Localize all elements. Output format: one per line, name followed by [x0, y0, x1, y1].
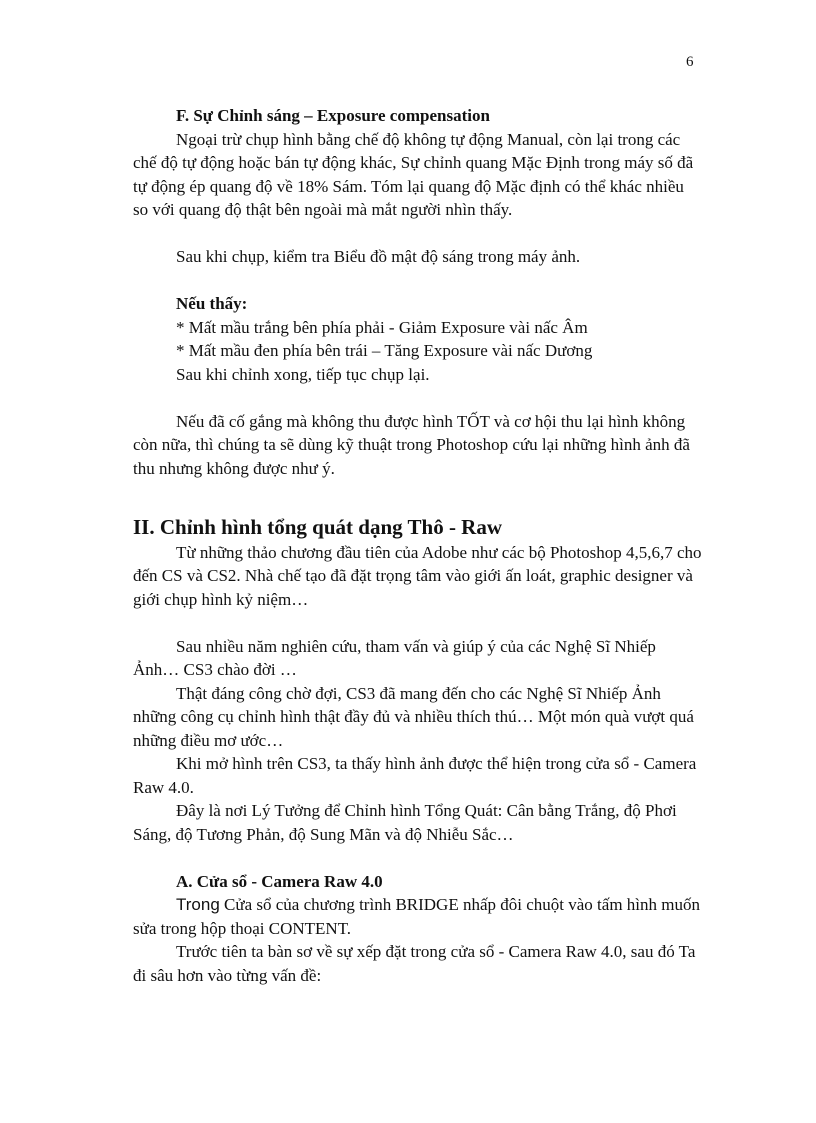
section-f-if-label: Nếu thấy: — [176, 294, 248, 313]
spacer — [133, 222, 703, 246]
section-ii-para-3: Thật đáng công chờ đợi, CS3 đã mang đến cho các Nghệ Sĩ Nhiếp Ảnh những công cụ chỉnh hình thật đầy đủ và nhiều thích thú… Một món quà vượt quá những điều mơ ước… — [133, 683, 694, 750]
page-number: 6 — [686, 54, 694, 70]
spacer — [133, 846, 703, 870]
section-f-check: Sau khi chụp, kiểm tra Biểu đồ mật độ sáng trong máy ảnh. — [176, 247, 581, 266]
section-ii-para-1: Từ những thảo chương đầu tiên của Adobe như các bộ Photoshop 4,5,6,7 cho đến CS và CS2. Nhà chế tạo đã đặt trọng tâm vào giới ấn loát, graphic designer và giới chụp hình kỷ niệm… — [133, 542, 702, 609]
spacer — [133, 269, 703, 293]
section-ii-heading: II. Chỉnh hình tổng quát dạng Thô - Raw — [133, 514, 503, 539]
section-a-para-1-rest: Cửa sổ của chương trình BRIDGE nhấp đôi chuột vào tấm hình muốn sửa trong hộp thoại CONTENT. — [133, 895, 700, 938]
spacer — [133, 611, 703, 635]
section-a-para-1 — [133, 893, 703, 940]
section-ii-para-2: Sau nhiều năm nghiên cứu, tham vấn và giúp ý của các Nghệ Sĩ Nhiếp Ảnh… CS3 chào đời … — [133, 636, 656, 679]
section-f-intro: Ngoại trừ chụp hình bằng chế độ không tự động Manual, còn lại trong các chế độ tự động hoặc bán tự động khác, Sự chỉnh quang Mặc Định trong máy số đã tự động ép quang độ về 18% Sám. Tóm lại quang độ Mặc định có thể khác nhiều so với quang độ thật bên ngoài mà mắt người nhìn thấy. — [133, 129, 694, 219]
section-a-lead-word: Trong — [176, 895, 220, 914]
section-f-after: Sau khi chỉnh xong, tiếp tục chụp lại. — [176, 364, 430, 384]
section-ii-para-5: Đây là nơi Lý Tưởng để Chỉnh hình Tổng Quát: Cân bằng Trắng, độ Phơi Sáng, độ Tương Phản, độ Sung Mãn và độ Nhiễu Sắc… — [133, 801, 677, 844]
spacer — [133, 480, 703, 504]
section-a-heading: A. Cửa sổ - Camera Raw 4.0 — [176, 871, 383, 891]
section-f-bullet-2: * Mất mầu đen phía bên trái – Tăng Exposure vài nấc Dương — [176, 341, 593, 360]
spacer — [133, 386, 703, 410]
section-f-closing: Nếu đã cố gắng mà không thu được hình TỐT và cơ hội thu lại hình không còn nữa, thì chúng ta sẽ dùng kỹ thuật trong Photoshop cứu lại những hình ảnh đã thu nhưng không được như ý. — [133, 411, 690, 478]
document-body — [133, 104, 703, 987]
section-f-heading: F. Sự Chỉnh sáng – Exposure compensation — [176, 106, 490, 125]
section-a-para-2: Trước tiên ta bàn sơ về sự xếp đặt trong cửa sổ - Camera Raw 4.0, sau đó Ta đi sâu hơn vào từng vấn đề: — [133, 942, 696, 985]
section-ii-para-4: Khi mở hình trên CS3, ta thấy hình ảnh được thể hiện trong cửa sổ - Camera Raw 4.0. — [133, 754, 697, 797]
section-f-bullet-1: * Mất mầu trắng bên phía phải - Giảm Exposure vài nấc Âm — [176, 317, 588, 337]
